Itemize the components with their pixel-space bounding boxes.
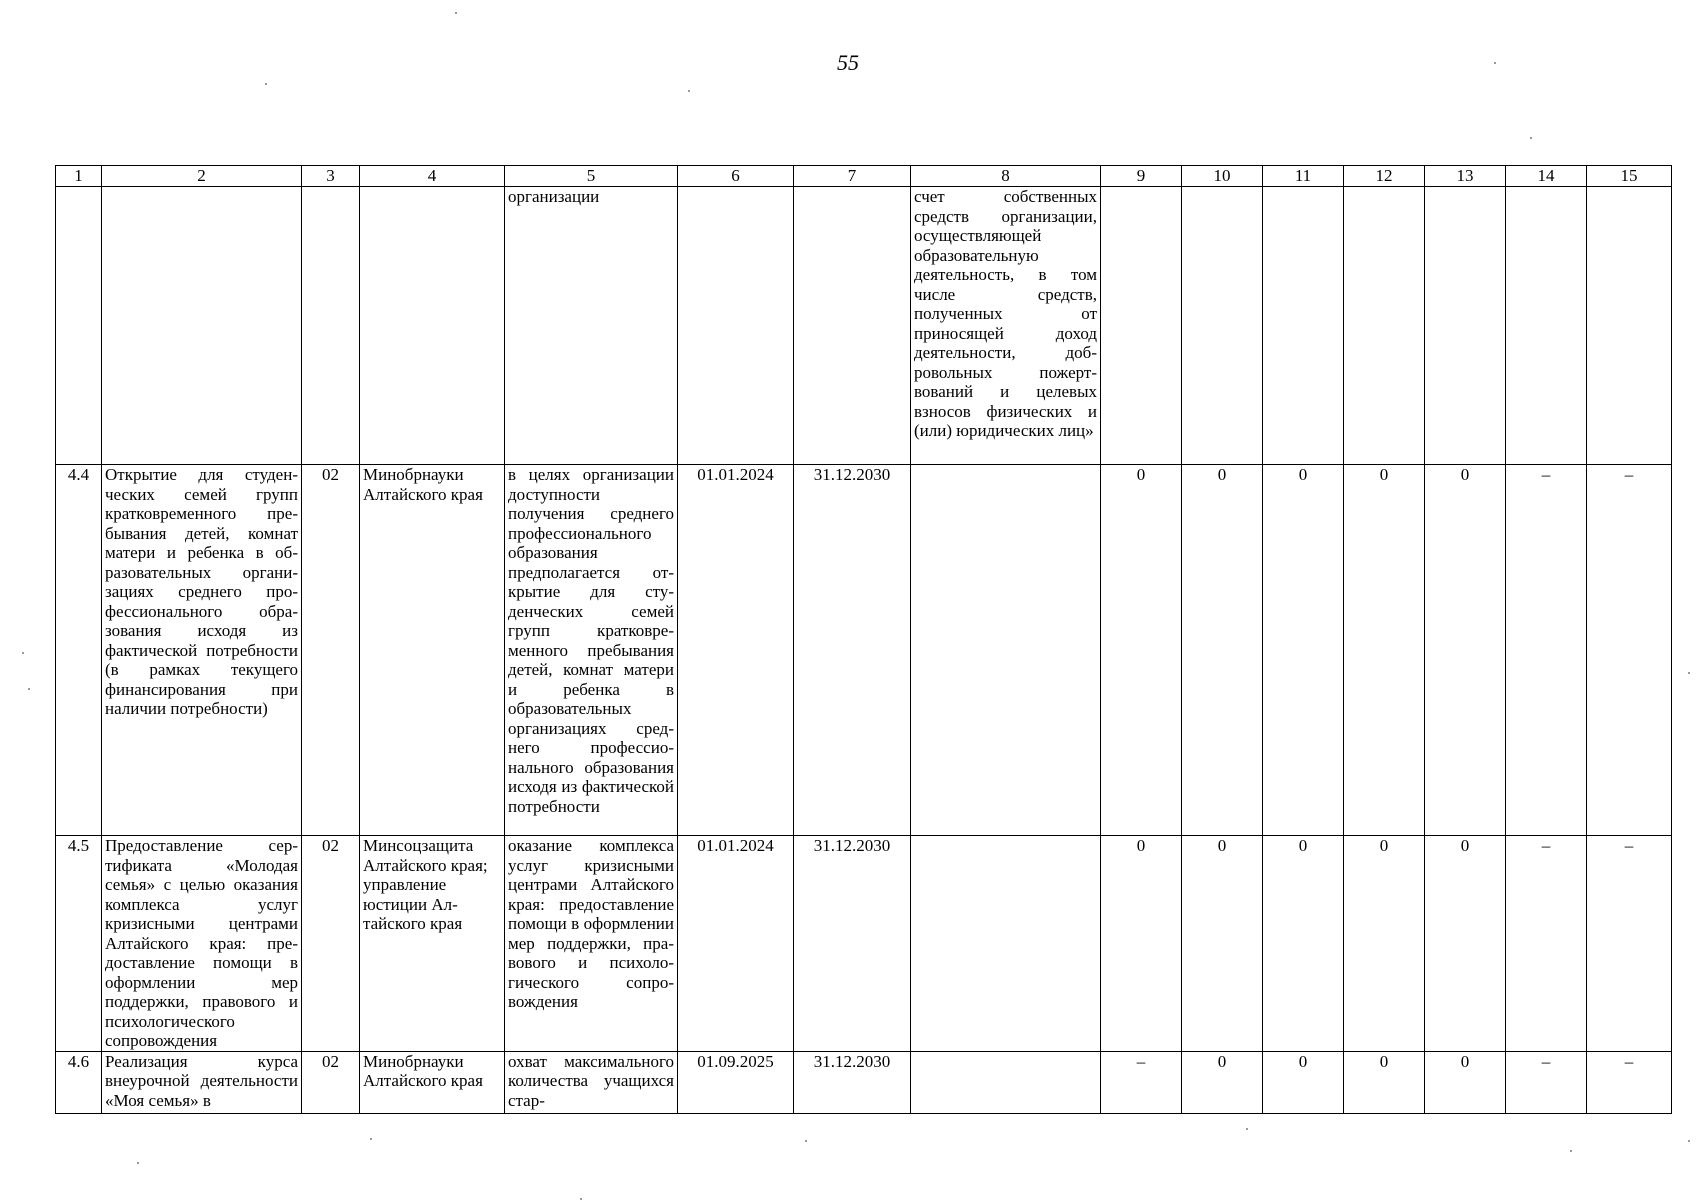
value-cell: – — [1587, 465, 1672, 836]
scan-speck — [1246, 1128, 1248, 1130]
value-cell: 0 — [1344, 1051, 1425, 1113]
row-id: 4.4 — [56, 465, 102, 836]
end-date-cell: 31.12.2030 — [794, 1051, 911, 1113]
start-date-cell: 01.09.2025 — [678, 1051, 794, 1113]
end-date-cell: 31.12.2030 — [794, 465, 911, 836]
value-cell: 0 — [1182, 836, 1263, 1052]
value-cell: 0 — [1263, 1051, 1344, 1113]
funding-source-cell — [911, 836, 1101, 1052]
measure-name: Предоставление сертификата «Молодая семья» с целью оказания комплекса услуг кризисными центрами Алтайского края: предоставление помощи в оформлении мер поддержки, правового и психологического сопровождения — [102, 836, 302, 1052]
column-header: 15 — [1587, 166, 1672, 187]
column-header: 11 — [1263, 166, 1344, 187]
column-header: 6 — [678, 166, 794, 187]
scan-speck — [1570, 1150, 1572, 1152]
end-date-cell — [794, 187, 911, 465]
column-header: 1 — [56, 166, 102, 187]
scan-speck — [805, 1140, 807, 1142]
responsible-cell: Минобрнауки Алтайского края — [360, 1051, 505, 1113]
value-cell: 0 — [1344, 836, 1425, 1052]
measure-name — [102, 187, 302, 465]
value-cell: 0 — [1425, 465, 1506, 836]
column-number-row — [56, 166, 1672, 187]
scan-speck — [265, 83, 267, 85]
scan-speck — [370, 1138, 372, 1140]
value-cell — [1101, 187, 1182, 465]
funding-source-cell: счет собственных средств организации, осуществляющей образовательную деятельность, в том числе средств, полученных от приносящей доход деятельности, добровольных пожертвований и целевых взносов физических и (или) юридических лиц» — [911, 187, 1101, 465]
column-header: 4 — [360, 166, 505, 187]
responsible-cell — [360, 187, 505, 465]
table-row — [56, 465, 1672, 836]
page-number: 55 — [837, 50, 859, 75]
code-cell: 02 — [302, 836, 360, 1052]
value-cell — [1182, 187, 1263, 465]
column-header: 5 — [505, 166, 678, 187]
description-cell: организации — [505, 187, 678, 465]
code-cell — [302, 187, 360, 465]
start-date-cell — [678, 187, 794, 465]
scan-speck — [1530, 137, 1532, 139]
description-cell: в целях организации доступности получения среднего профессионального образования предполагается открытие для студенческих семей групп кратковременного пребывания детей, комнат матери и ребенка в образовательных организациях среднего профессионального образования исходя из фактической потребности — [505, 465, 678, 836]
funding-source-cell — [911, 465, 1101, 836]
description-cell: оказание комплекса услуг кризисными центрами Алтайского края: предоставление помощи в оформлении мер поддержки, правового и психологического сопровождения — [505, 836, 678, 1052]
row-id: 4.5 — [56, 836, 102, 1052]
value-cell: 0 — [1182, 1051, 1263, 1113]
value-cell — [1587, 187, 1672, 465]
start-date-cell: 01.01.2024 — [678, 465, 794, 836]
value-cell — [1506, 187, 1587, 465]
start-date-cell: 01.01.2024 — [678, 836, 794, 1052]
scan-speck — [137, 1162, 139, 1164]
scan-speck — [28, 688, 30, 690]
column-header: 13 — [1425, 166, 1506, 187]
value-cell: 0 — [1344, 465, 1425, 836]
responsible-cell: Минсоцзащита Алтайского края; управление юстиции Алтайского края — [360, 836, 505, 1052]
scan-speck — [1494, 62, 1496, 64]
scan-speck — [455, 12, 457, 14]
row-id: 4.6 — [56, 1051, 102, 1113]
value-cell: 0 — [1101, 465, 1182, 836]
column-header: 3 — [302, 166, 360, 187]
column-header: 2 — [102, 166, 302, 187]
value-cell: 0 — [1263, 465, 1344, 836]
row-id — [56, 187, 102, 465]
table-row — [56, 1051, 1672, 1113]
funding-source-cell — [911, 1051, 1101, 1113]
program-table — [55, 165, 1672, 1114]
value-cell — [1425, 187, 1506, 465]
column-header: 14 — [1506, 166, 1587, 187]
column-header: 7 — [794, 166, 911, 187]
scan-speck — [1688, 1140, 1690, 1142]
table-row — [56, 836, 1672, 1052]
end-date-cell: 31.12.2030 — [794, 836, 911, 1052]
responsible-cell: Минобрнауки Алтайского края — [360, 465, 505, 836]
column-header: 9 — [1101, 166, 1182, 187]
description-cell: охват максимального количества учащихся стар- — [505, 1051, 678, 1113]
value-cell — [1344, 187, 1425, 465]
column-header: 12 — [1344, 166, 1425, 187]
scan-speck — [1688, 672, 1690, 674]
value-cell: – — [1587, 1051, 1672, 1113]
value-cell: 0 — [1101, 836, 1182, 1052]
code-cell: 02 — [302, 465, 360, 836]
table-row — [56, 187, 1672, 465]
column-header: 8 — [911, 166, 1101, 187]
value-cell — [1263, 187, 1344, 465]
value-cell: 0 — [1425, 1051, 1506, 1113]
value-cell: 0 — [1263, 836, 1344, 1052]
scan-speck — [22, 652, 24, 654]
measure-name: Открытие для студенческих семей групп кратковременного пребывания детей, комнат матери и ребенка в образовательных организациях среднего профессионального образования исходя из фактической потребности (в рамках текущего финансирования при наличии потребности) — [102, 465, 302, 836]
value-cell: – — [1587, 836, 1672, 1052]
code-cell: 02 — [302, 1051, 360, 1113]
column-header: 10 — [1182, 166, 1263, 187]
value-cell: – — [1506, 465, 1587, 836]
measure-name: Реализация курса внеурочной деятельности «Моя семья» в — [102, 1051, 302, 1113]
value-cell: – — [1506, 1051, 1587, 1113]
value-cell: – — [1101, 1051, 1182, 1113]
value-cell: 0 — [1425, 836, 1506, 1052]
scan-speck — [688, 90, 690, 92]
value-cell: – — [1506, 836, 1587, 1052]
value-cell: 0 — [1182, 465, 1263, 836]
